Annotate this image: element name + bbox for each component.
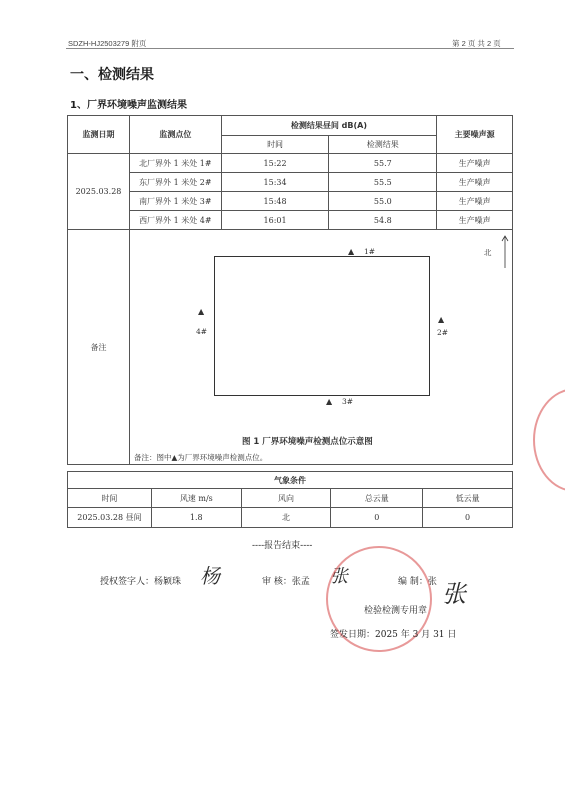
north-arrow-icon xyxy=(500,234,510,268)
weather-low-cloud-cell: 0 xyxy=(423,508,513,528)
time-cell: 16:01 xyxy=(221,211,329,230)
authorized-signer: 授权签字人：杨颖珠 xyxy=(100,577,182,587)
north-label: 北 xyxy=(483,248,492,257)
weather-time-cell: 2025.03.28 昼间 xyxy=(68,508,152,528)
point-2-label: 2# xyxy=(436,328,449,337)
result-cell: 55.0 xyxy=(329,192,437,211)
date-cell: 2025.03.28 xyxy=(68,154,130,230)
point-3-label: 3# xyxy=(341,397,354,406)
editor-signature: 张 xyxy=(442,580,466,608)
weather-header-wind-direction: 风向 xyxy=(241,489,331,508)
result-cell: 55.7 xyxy=(329,154,437,173)
diagram-note: 备注：图中▲为厂界环境噪声检测点位。 xyxy=(133,453,268,462)
time-cell: 15:22 xyxy=(221,154,329,173)
weather-total-cloud-cell: 0 xyxy=(331,508,423,528)
table-row xyxy=(68,192,513,211)
source-cell: 生产噪声 xyxy=(437,192,513,211)
point-1-label: 1# xyxy=(363,247,376,256)
weather-header-total-cloud: 总云量 xyxy=(331,489,423,508)
weather-header-time: 时间 xyxy=(68,489,152,508)
weather-table xyxy=(67,471,513,528)
point-cell: 西厂界外 1 米处 4# xyxy=(129,211,221,230)
source-cell: 生产噪声 xyxy=(437,154,513,173)
source-cell: 生产噪声 xyxy=(437,173,513,192)
section-title: 一、检测结果 xyxy=(70,67,154,83)
weather-title: 气象条件 xyxy=(68,472,513,489)
document-id: SDZH-HJ2503279 附页 xyxy=(68,39,147,48)
time-cell: 15:48 xyxy=(221,192,329,211)
point-cell: 东厂界外 1 米处 2# xyxy=(129,173,221,192)
source-cell: 生产噪声 xyxy=(437,211,513,230)
point-cell: 南厂界外 1 米处 3# xyxy=(129,192,221,211)
result-cell: 54.8 xyxy=(329,211,437,230)
issue-date: 签发日期：2025 年 3 月 31 日 xyxy=(330,630,457,640)
site-boundary xyxy=(214,256,430,396)
noise-table xyxy=(67,115,513,465)
weather-header-wind-speed: 风速 m/s xyxy=(151,489,241,508)
point-4-label: 4# xyxy=(195,327,208,336)
weather-direction-cell: 北 xyxy=(241,508,331,528)
point-2-marker-icon: ▲ xyxy=(437,315,445,324)
editor: 编 制：张 xyxy=(398,577,437,587)
point-1-marker-icon: ▲ xyxy=(347,247,355,256)
col-header-result-group: 检测结果昼间 dB(A) xyxy=(221,116,436,136)
figure-caption: 图 1 厂界环境噪声检测点位示意图 xyxy=(241,437,373,447)
time-cell: 15:34 xyxy=(221,173,329,192)
weather-header-low-cloud: 低云量 xyxy=(423,489,513,508)
report-end: ----报告结束---- xyxy=(252,541,313,551)
remark-diagram-cell xyxy=(129,230,512,465)
table-row xyxy=(68,211,513,230)
table-row xyxy=(68,173,513,192)
point-cell: 北厂界外 1 米处 1# xyxy=(129,154,221,173)
col-header-date: 监测日期 xyxy=(68,116,130,154)
reviewer: 审 核：张孟 xyxy=(262,577,310,587)
col-header-result: 检测结果 xyxy=(329,136,437,154)
remark-label: 备注 xyxy=(68,230,130,465)
col-header-point: 监测点位 xyxy=(129,116,221,154)
point-3-marker-icon: ▲ xyxy=(325,397,333,406)
table-row xyxy=(68,154,513,173)
page-info: 第 2 页 共 2 页 xyxy=(452,39,501,48)
header-divider xyxy=(66,48,514,49)
col-header-source: 主要噪声源 xyxy=(437,116,513,154)
result-cell: 55.5 xyxy=(329,173,437,192)
table-row xyxy=(68,508,513,528)
subsection-title: 1、厂界环境噪声监测结果 xyxy=(70,100,187,111)
col-header-time: 时间 xyxy=(221,136,329,154)
authorized-signature: 杨 xyxy=(200,564,220,588)
reviewer-signature: 张 xyxy=(330,566,348,587)
edge-stamp xyxy=(533,388,565,492)
weather-speed-cell: 1.8 xyxy=(151,508,241,528)
point-4-marker-icon: ▲ xyxy=(197,307,205,316)
stamp-note: 检验检测专用章 xyxy=(364,606,428,616)
